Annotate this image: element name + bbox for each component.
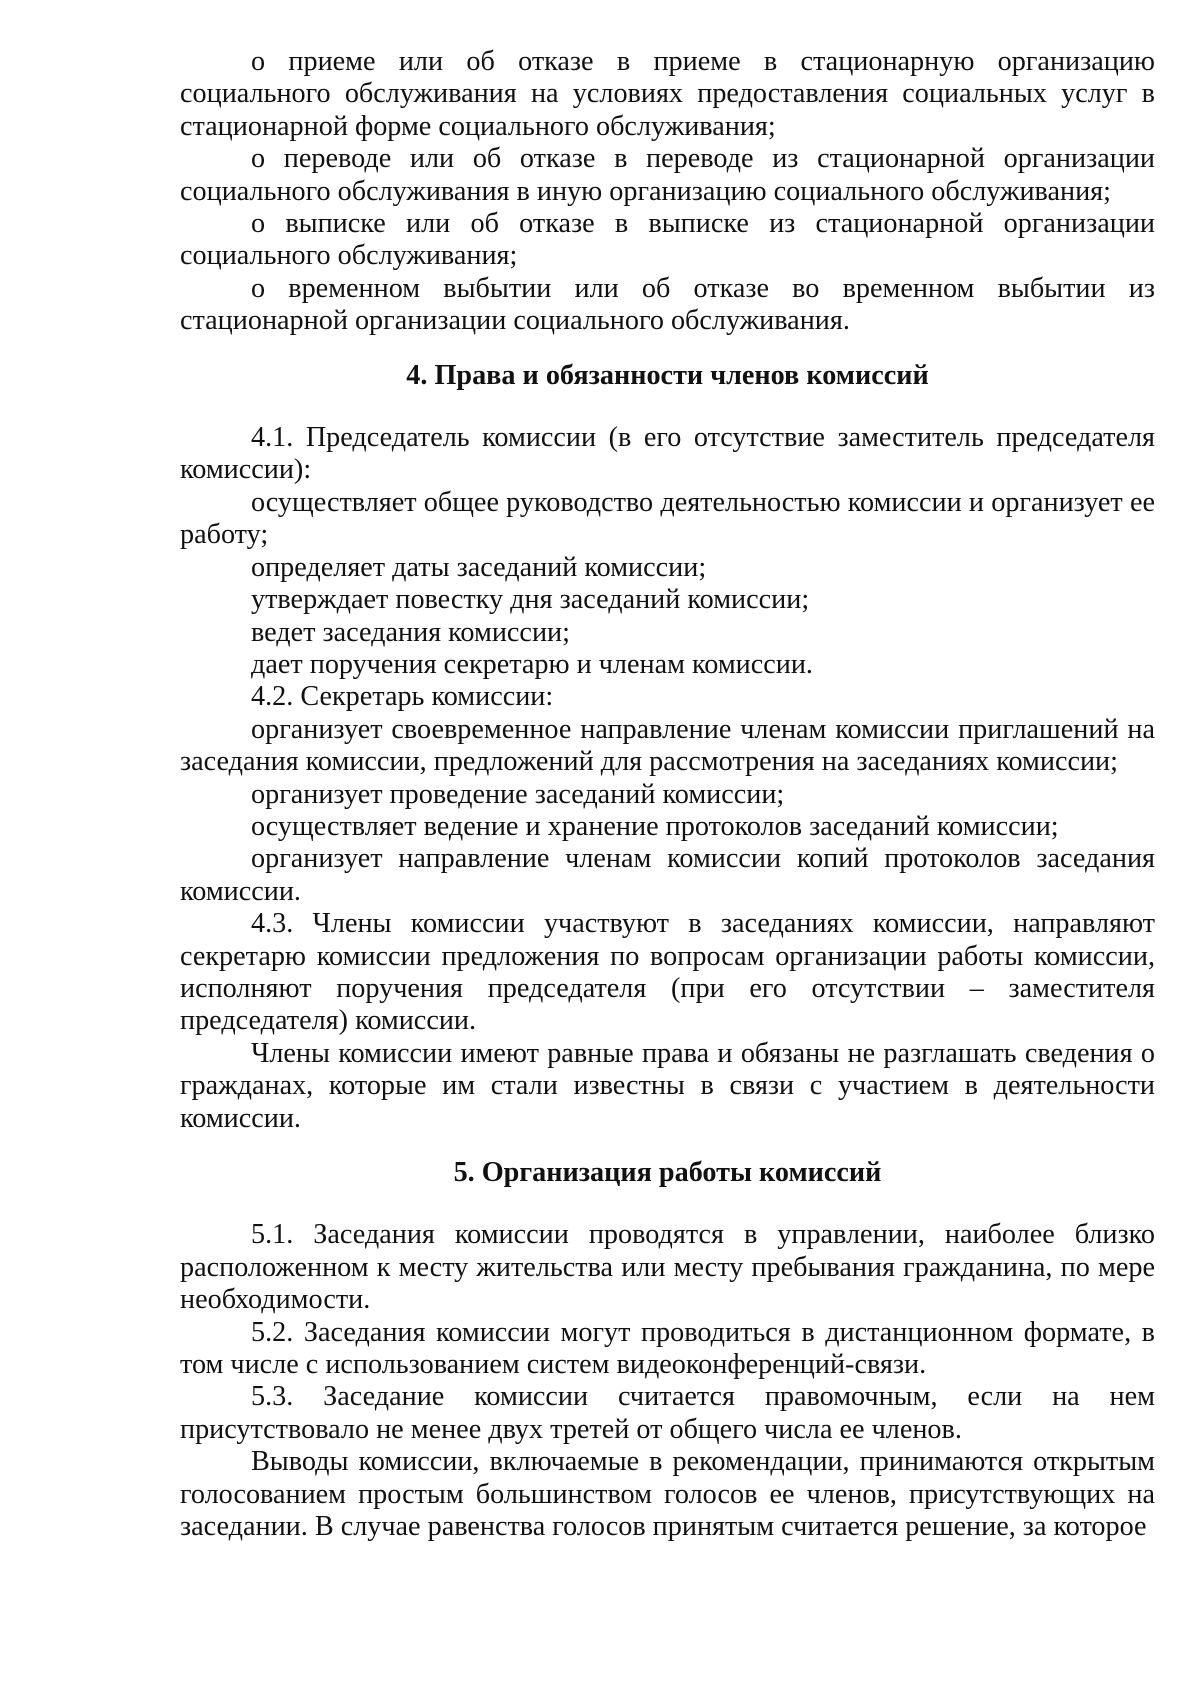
paragraph: 4.2. Секретарь комиссии: <box>251 681 554 713</box>
paragraph: 4.3. Члены комиссии участвуют в заседаниях комиссии, направляют секретарю комиссии предложения по вопросам организации работы комиссии, исполняют поручения председателя (при его отсутствии – заместителя председателя) комиссии. <box>180 908 1155 1037</box>
paragraph: 4.1. Председатель комиссии (в его отсутствие заместитель председателя комиссии): <box>180 422 1155 486</box>
section-heading-5: 5. Организация работы комиссий <box>453 1157 882 1188</box>
paragraph: утверждает повестку дня заседаний комиссии; <box>251 584 810 616</box>
paragraph: о приеме или об отказе в приеме в стационарную организацию социального обслуживания на условиях предоставления социальных услуг в стационарной форме социального обслуживания; <box>180 46 1155 142</box>
paragraph: дает поручения секретарю и членам комиссии. <box>251 648 813 680</box>
paragraph: о выписке или об отказе в выписке из стационарной организации социального обслуживания; <box>180 208 1155 272</box>
paragraph: о временном выбытии или об отказе во временном выбытии из стационарной организации социального обслуживания. <box>180 272 1155 337</box>
paragraph: организует своевременное направление членам комиссии приглашений на заседания комиссии, предложений для рассмотрения на заседаниях комиссии; <box>180 713 1155 778</box>
paragraph: организует направление членам комиссии копий протоколов заседания комиссии. <box>180 843 1155 907</box>
paragraph: 5.3. Заседание комиссии считается правомочным, если на нем присутствовало не менее двух третей от общего числа ее членов. <box>180 1381 1155 1445</box>
paragraph: осуществляет общее руководство деятельностью комиссии и организует ее работу; <box>180 486 1155 551</box>
paragraph: определяет даты заседаний комиссии; <box>251 551 707 583</box>
paragraph: Выводы комиссии, включаемые в рекомендации, принимаются открытым голосованием простым большинством голосов ее членов, присутствующих на заседании. В случае равенства голосов принятым считается решение, за которое <box>180 1446 1155 1543</box>
paragraph: о переводе или об отказе в переводе из стационарной организации социального обслуживания в иную организацию социального обслуживания; <box>180 143 1155 207</box>
paragraph: осуществляет ведение и хранение протоколов заседаний комиссии; <box>251 810 1059 842</box>
paragraph: ведет заседания комиссии; <box>251 616 570 648</box>
paragraph: 5.1. Заседания комиссии проводятся в управлении, наиболее близко расположенном к месту жительства или месту пребывания гражданина, по мере необходимости. <box>180 1219 1155 1316</box>
paragraph: организует проведение заседаний комиссии; <box>251 778 785 810</box>
section-heading-4: 4. Права и обязанности членов комиссий <box>406 359 929 391</box>
paragraph: 5.2. Заседания комиссии могут проводиться в дистанционном формате, в том числе с использованием систем видеоконференций-связи. <box>180 1316 1155 1381</box>
paragraph: Члены комиссии имеют равные права и обязаны не разглашать сведения о гражданах, которые им стали известны в связи с участием в деятельности комиссии. <box>180 1037 1155 1134</box>
